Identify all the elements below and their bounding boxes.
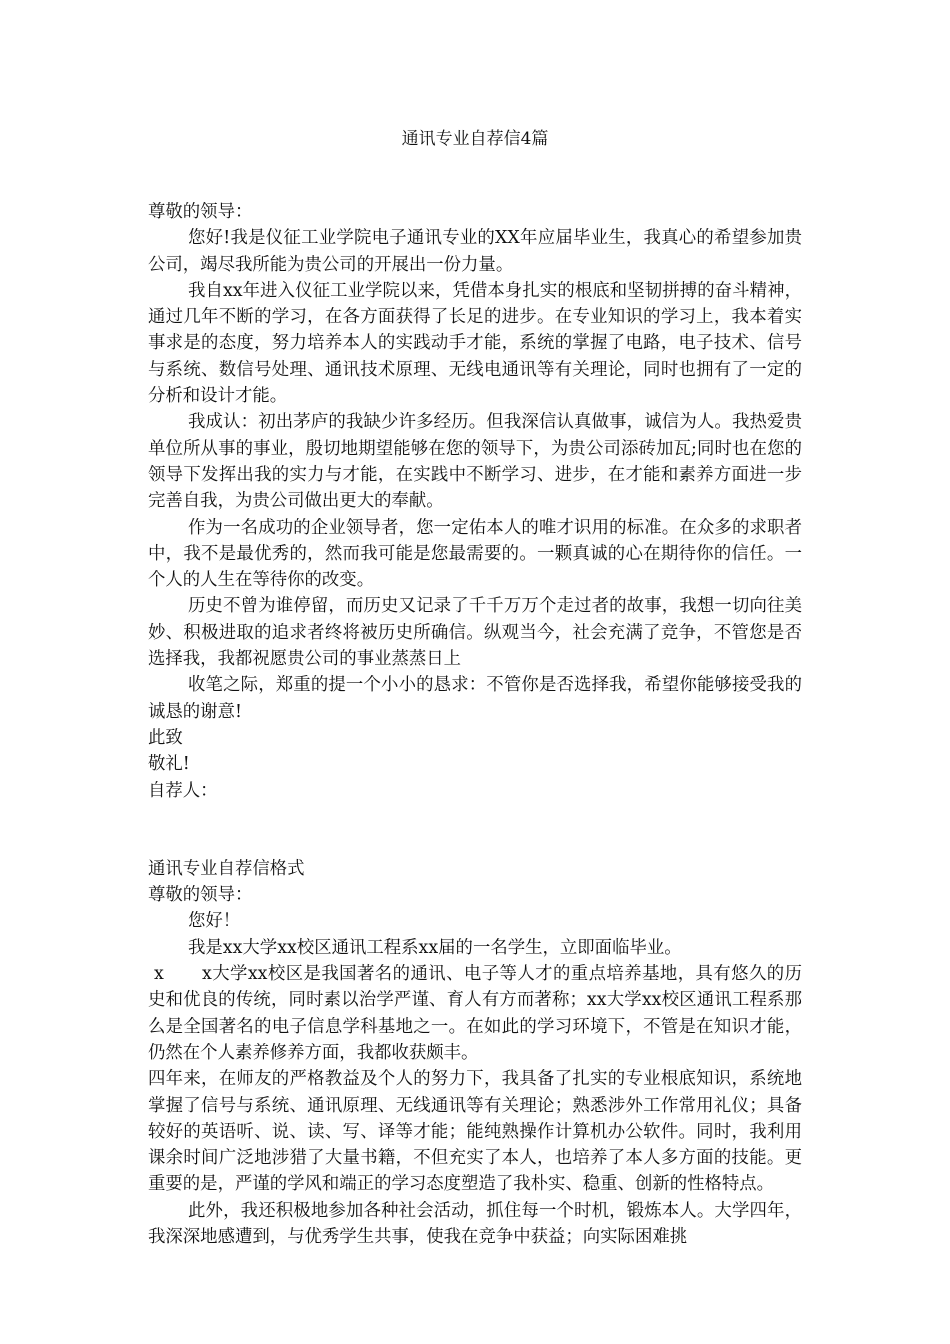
letter2-heading: 通讯专业自荐信格式 [148,858,305,879]
letter1-paragraph: 历史不曾为谁停留，而历史又记录了千千万万个走过者的故事，我想一切向往美妙、积极进取的追求者终将被历史所确信。纵观当今，社会充满了竞争，不管您是否选择我，我都祝愿贵公司的事业蒸蒸日上 [148,596,802,670]
letter1-paragraph: 作为一名成功的企业领导者，您一定佑本人的唯才识用的标准。在众多的求职者中，我不是最优秀的，然而我可能是您最需要的。一颗真诚的心在期待你的信任。一个人的人生在等待你的改变。 [148,517,802,591]
letter2-greeting: 您好！ [188,911,241,932]
letter2-school-prefix: x [154,964,164,985]
letter2-school-text: x大学xx校区是我国著名的通讯、电子等人才的重点培养基地，具有悠久的历史和优良的传统，同时素以治学严谨、育人有方而著称；xx大学xx校区通讯工程系那么是全国著名的电子信息学科基地之一。在如此的学习环境下，不管是在知识才能，仍然在个人素养修养方面，我都收获颇丰。 [148,964,802,1063]
letter1-paragraph: 您好!我是仪征工业学院电子通讯专业的XX年应届毕业生，我真心的希望参加贵公司，竭尽我所能为贵公司的开展出一份力量。 [148,228,802,275]
letter2-activity-paragraph: 此外，我还积极地参加各种社会活动，抓住每一个时机，锻炼本人。大学四年，我深深地感遭到，与优秀学生共事，使我在竞争中获益；向实际困难挑 [148,1200,802,1247]
letter1-paragraph: 我自xx年进入仪征工业学院以来，凭借本身扎实的根底和坚韧拼搏的奋斗精神，通过几年不断的学习，在各方面获得了长足的进步。在专业知识的学习上，我本着实事求是的态度，努力培养本人的实践动手才能，系统的掌握了电路，电子技术、信号与系统、数信号处理、通讯技术原理、无线电通讯等有关理论，同时也拥有了一定的分析和设计才能。 [148,280,802,407]
letter1-closing-ci-zhi: 此致 [148,727,183,748]
letter2-intro: 我是xx大学xx校区通讯工程系xx届的一名学生，立即面临毕业。 [188,937,682,958]
letter2-study-paragraph: 四年来，在师友的严格教益及个人的努力下，我具备了扎实的专业根底知识，系统地掌握了信号与系统、通讯原理、无线通讯等有关理论；熟悉涉外工作常用礼仪；具备较好的英语听、说、读、写、译等才能；能纯熟操作计算机办公软件。同时，我利用课余时间广泛地涉猎了大量书籍，不但充实了本人，也培养了本人多方面的技能。更重要的是，严谨的学风和端正的学习态度塑造了我朴实、稳重、创新的性格特点。 [148,1069,802,1195]
letter1-salutation: 尊敬的领导： [148,202,253,222]
document-body [148,199,802,1250]
letter2-school-paragraph [148,961,802,1066]
letter1-paragraph: 收笔之际，郑重的提一个小小的恳求：不管你是否选择我，希望你能够接受我的诚恳的谢意! [148,675,802,722]
letter1-paragraph: 我成认：初出茅庐的我缺少许多经历。但我深信认真做事，诚信为人。我热爱贵单位所从事的事业，殷切地期望能够在您的领导下，为贵公司添砖加瓦;同时也在您的领导下发挥出我的实力与才能，在实践中不断学习、进步，在才能和素养方面进一步完善自我，为贵公司做出更大的奉献。 [148,412,802,512]
document-title: 通讯专业自荐信4篇 [401,129,549,149]
letter1-signature: 自荐人： [148,780,218,801]
letter1-closing-jing-li: 敬礼! [148,754,190,775]
letter2-salutation: 尊敬的领导： [148,885,253,906]
